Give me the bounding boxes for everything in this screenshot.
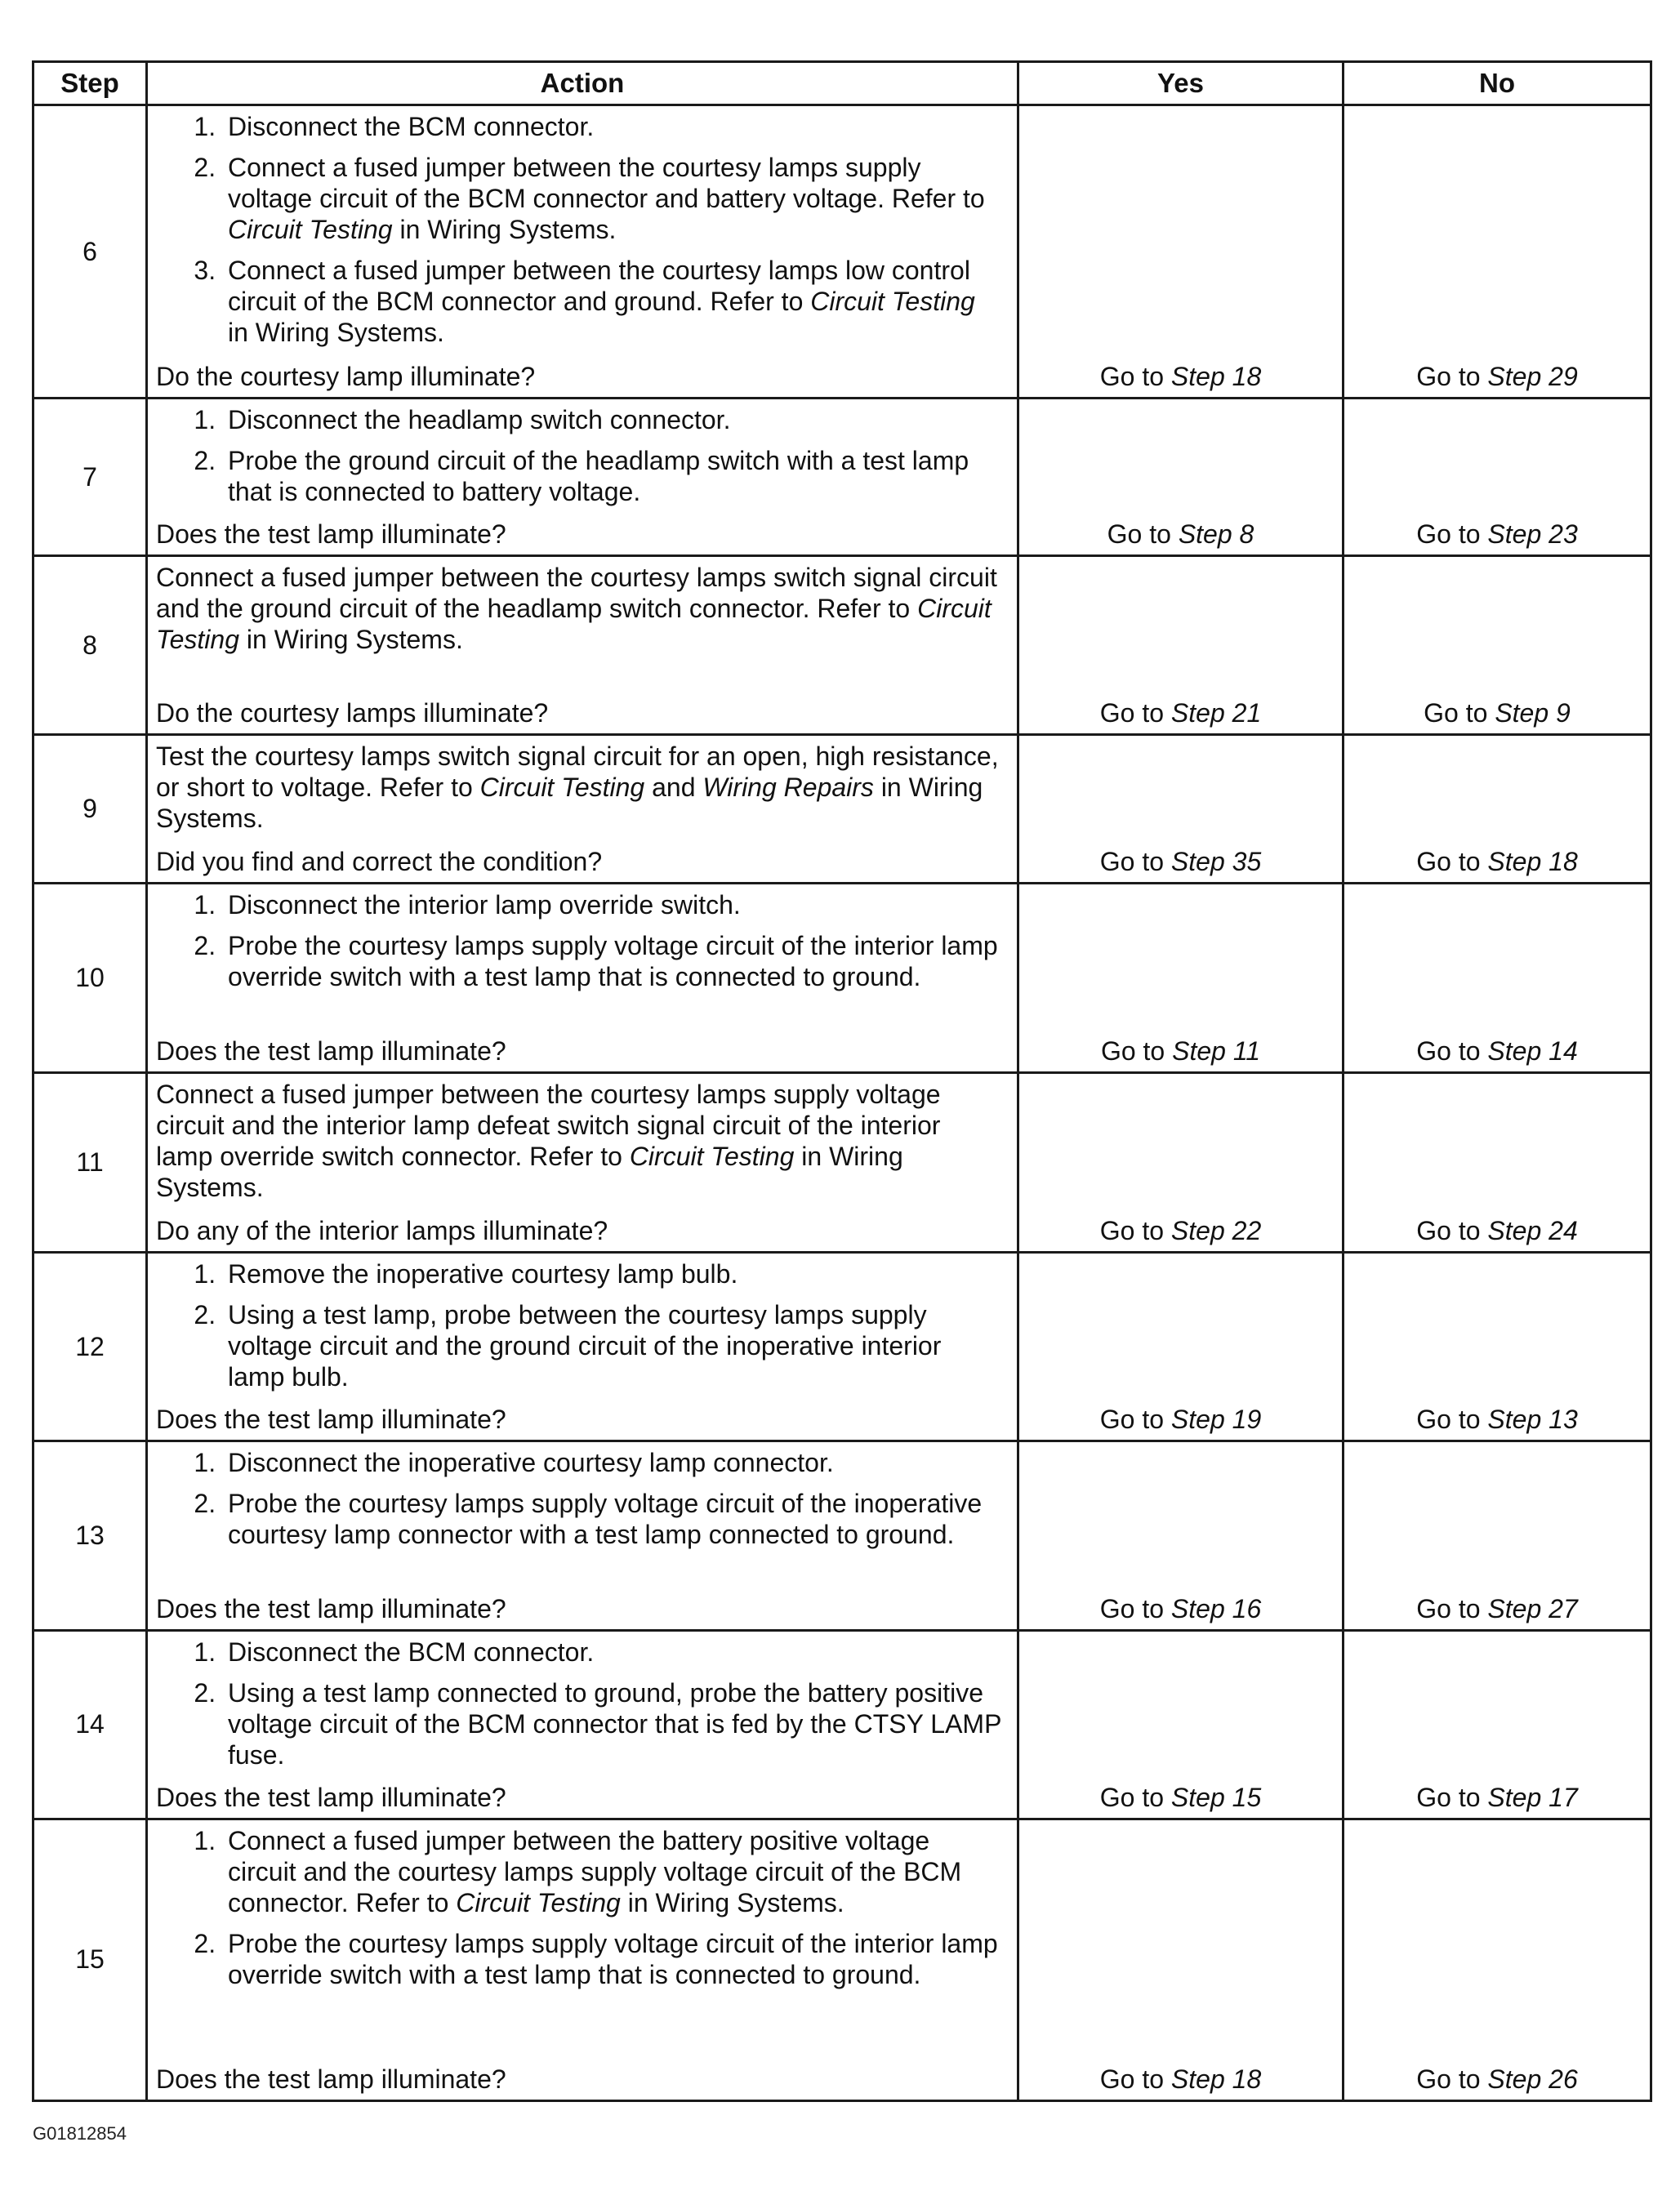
action-step-item (223, 152, 1002, 245)
step-number: 15 (33, 1819, 147, 2100)
yes-prefix: Go to (1099, 1782, 1171, 1812)
header-step: Step (33, 62, 147, 105)
action-text: Test the courtesy lamps switch signal circuit for an open, high resistance, or short to voltage. Refer to (156, 741, 999, 803)
action-cell (147, 556, 1018, 735)
no-step-link: Step 9 (1495, 698, 1571, 728)
table-row (33, 105, 1651, 399)
yes-prefix: Go to (1099, 362, 1171, 392)
action-step-item (223, 889, 1002, 920)
yes-cell (1018, 1252, 1344, 1441)
yes-step-link: Step 16 (1170, 1593, 1262, 1623)
action-text: Disconnect the inoperative courtesy lamp connector. (228, 1448, 834, 1478)
yes-cell (1018, 105, 1344, 399)
action-text: in Wiring Systems. (392, 215, 617, 244)
no-cell (1344, 1819, 1651, 2100)
table-row (33, 1072, 1651, 1252)
no-prefix: Go to (1416, 362, 1488, 392)
yes-prefix: Go to (1099, 847, 1171, 877)
action-step-item (223, 111, 1002, 142)
yes-cell (1018, 884, 1344, 1072)
reference-text: Circuit Testing (810, 287, 975, 316)
no-step-link: Step 24 (1487, 1215, 1578, 1245)
step-number: 7 (33, 399, 147, 556)
action-step-item (223, 1677, 1002, 1770)
no-prefix: Go to (1416, 519, 1488, 550)
action-text: Using a test lamp connected to ground, probe the battery positive voltage circuit of the BCM connector that is fed by the CTSY LAMP fuse. (228, 1677, 1001, 1770)
action-step-item (223, 255, 1002, 348)
action-question: Does the test lamp illuminate? (156, 1593, 506, 1623)
table-row (33, 884, 1651, 1072)
no-step-link: Step 17 (1487, 1782, 1578, 1812)
yes-step-link: Step 35 (1170, 847, 1262, 877)
no-prefix: Go to (1416, 2064, 1488, 2094)
yes-step-link: Step 18 (1170, 362, 1262, 392)
action-paragraph (156, 1079, 1002, 1203)
action-text: and (644, 773, 703, 803)
no-step-link: Step 26 (1487, 2064, 1578, 2094)
no-prefix: Go to (1416, 847, 1488, 877)
action-text: Connect a fused jumper between the battery positive voltage circuit and the courtesy lamps supply voltage circuit of the BCM connector. Refer to (228, 1825, 962, 1917)
yes-cell (1018, 1441, 1344, 1630)
action-steps-list (156, 889, 1002, 992)
yes-step-link: Step 8 (1178, 519, 1254, 550)
yes-prefix: Go to (1099, 698, 1171, 728)
step-number: 10 (33, 884, 147, 1072)
action-question: Does the test lamp illuminate? (156, 1782, 506, 1812)
no-step-link: Step 18 (1487, 847, 1578, 877)
no-prefix: Go to (1424, 698, 1495, 728)
action-cell (147, 884, 1018, 1072)
table-body (33, 105, 1651, 2101)
action-text: Connect a fused jumper between the courtesy lamps supply voltage circuit of the BCM connector and battery voltage. Refer to (228, 153, 985, 213)
action-steps-list (156, 1825, 1002, 1990)
no-step-link: Step 27 (1487, 1593, 1578, 1623)
reference-text: Circuit Testing (228, 215, 393, 244)
step-number: 8 (33, 556, 147, 735)
no-step-link: Step 14 (1487, 1035, 1578, 1066)
no-prefix: Go to (1416, 1215, 1488, 1245)
action-text: in Wiring Systems. (620, 1887, 844, 1917)
action-cell (147, 1630, 1018, 1819)
reference-text: Circuit Testing (156, 594, 992, 655)
yes-prefix: Go to (1099, 1405, 1171, 1435)
header-no: No (1344, 62, 1651, 105)
table-row (33, 399, 1651, 556)
no-prefix: Go to (1416, 1593, 1488, 1623)
table-row (33, 556, 1651, 735)
action-question: Does the test lamp illuminate? (156, 519, 506, 550)
yes-step-link: Step 22 (1170, 1215, 1262, 1245)
action-question: Does the test lamp illuminate? (156, 2064, 506, 2094)
reference-text: Circuit Testing (629, 1141, 795, 1171)
action-question: Did you find and correct the condition? (156, 847, 603, 877)
action-text: Probe the ground circuit of the headlamp switch with a test lamp that is connected to battery voltage. (228, 446, 969, 507)
action-question: Does the test lamp illuminate? (156, 1035, 506, 1066)
yes-step-link: Step 21 (1170, 698, 1262, 728)
action-text: in Wiring Systems. (156, 1141, 903, 1202)
reference-text: Wiring Repairs (702, 773, 874, 803)
action-text: Disconnect the BCM connector. (228, 1637, 595, 1667)
no-cell (1344, 1630, 1651, 1819)
diagnostic-table (32, 60, 1652, 2102)
yes-cell (1018, 1072, 1344, 1252)
step-number: 11 (33, 1072, 147, 1252)
table-row (33, 735, 1651, 884)
yes-prefix: Go to (1099, 2064, 1171, 2094)
table-row (33, 1819, 1651, 2100)
action-text: in Wiring Systems. (156, 773, 983, 834)
no-cell (1344, 1441, 1651, 1630)
no-cell (1344, 556, 1651, 735)
action-question: Does the test lamp illuminate? (156, 1405, 506, 1435)
action-paragraph (156, 741, 1002, 834)
action-paragraph (156, 562, 1002, 655)
no-cell (1344, 1252, 1651, 1441)
header-yes: Yes (1018, 62, 1344, 105)
action-step-item (223, 1637, 1002, 1668)
action-step-item (223, 404, 1002, 435)
action-question: Do the courtesy lamps illuminate? (156, 698, 549, 728)
no-cell (1344, 884, 1651, 1072)
yes-prefix: Go to (1099, 1593, 1171, 1623)
no-cell (1344, 1072, 1651, 1252)
yes-prefix: Go to (1107, 519, 1179, 550)
action-text: Disconnect the headlamp switch connector. (228, 405, 731, 435)
reference-text: Circuit Testing (456, 1887, 621, 1917)
action-text: Remove the inoperative courtesy lamp bulb. (228, 1258, 738, 1289)
action-step-item (223, 1299, 1002, 1392)
action-steps-list (156, 111, 1002, 348)
step-number: 9 (33, 735, 147, 884)
action-cell (147, 1819, 1018, 2100)
action-step-item (223, 930, 1002, 992)
no-prefix: Go to (1416, 1782, 1488, 1812)
action-steps-list (156, 404, 1002, 507)
action-step-item (223, 1825, 1002, 1918)
figure-id: G01812854 (33, 2123, 127, 2144)
action-cell (147, 735, 1018, 884)
action-cell (147, 1252, 1018, 1441)
action-text: Probe the courtesy lamps supply voltage circuit of the inoperative courtesy lamp connector with a test lamp connected to ground. (228, 1489, 983, 1550)
yes-cell (1018, 1819, 1344, 2100)
no-cell (1344, 105, 1651, 399)
reference-text: Circuit Testing (479, 773, 645, 803)
action-step-item (223, 1258, 1002, 1289)
step-number: 6 (33, 105, 147, 399)
yes-prefix: Go to (1099, 1215, 1171, 1245)
action-text: Disconnect the BCM connector. (228, 112, 595, 141)
action-cell (147, 399, 1018, 556)
table-header-row (33, 62, 1651, 105)
yes-cell (1018, 399, 1344, 556)
step-number: 13 (33, 1441, 147, 1630)
action-steps-list (156, 1637, 1002, 1770)
action-cell (147, 1072, 1018, 1252)
yes-cell (1018, 556, 1344, 735)
yes-prefix: Go to (1100, 1035, 1173, 1066)
yes-step-link: Step 19 (1170, 1405, 1262, 1435)
action-question: Do the courtesy lamp illuminate? (156, 362, 536, 392)
action-text: Probe the courtesy lamps supply voltage circuit of the interior lamp override switch with a test lamp that is connected to ground. (228, 1928, 998, 1989)
no-prefix: Go to (1416, 1405, 1488, 1435)
table-row (33, 1252, 1651, 1441)
no-step-link: Step 23 (1487, 519, 1578, 550)
action-text: in Wiring Systems. (239, 625, 463, 655)
header-action: Action (147, 62, 1018, 105)
step-number: 14 (33, 1630, 147, 1819)
action-steps-list (156, 1258, 1002, 1392)
table-row (33, 1630, 1651, 1819)
action-step-item (223, 445, 1002, 507)
yes-step-link: Step 11 (1172, 1035, 1261, 1066)
step-number: 12 (33, 1252, 147, 1441)
action-cell (147, 1441, 1018, 1630)
yes-cell (1018, 1630, 1344, 1819)
yes-step-link: Step 15 (1170, 1782, 1262, 1812)
action-text: in Wiring Systems. (228, 318, 444, 347)
action-text: Connect a fused jumper between the courtesy lamps switch signal circuit and the ground circuit of the headlamp switch connector. Refer to (156, 563, 997, 624)
action-steps-list (156, 1447, 1002, 1550)
action-cell (147, 105, 1018, 399)
action-question: Do any of the interior lamps illuminate? (156, 1215, 608, 1245)
action-step-item (223, 1488, 1002, 1550)
no-step-link: Step 29 (1487, 362, 1578, 392)
action-text: Connect a fused jumper between the courtesy lamps low control circuit of the BCM connector and ground. Refer to (228, 256, 970, 316)
action-step-item (223, 1447, 1002, 1478)
no-prefix: Go to (1416, 1035, 1488, 1066)
action-text: Probe the courtesy lamps supply voltage circuit of the interior lamp override switch with a test lamp that is connected to ground. (228, 931, 998, 992)
action-text: Connect a fused jumper between the courtesy lamps supply voltage circuit and the interior lamp defeat switch signal circuit of the interior lamp override switch connector. Refer to (156, 1079, 941, 1171)
action-text: Using a test lamp, probe between the courtesy lamps supply voltage circuit and the ground circuit of the inoperative interior lamp bulb. (228, 1299, 942, 1392)
action-step-item (223, 1928, 1002, 1990)
yes-cell (1018, 735, 1344, 884)
table-row (33, 1441, 1651, 1630)
no-step-link: Step 13 (1487, 1405, 1578, 1435)
action-text: Disconnect the interior lamp override switch. (228, 890, 741, 920)
yes-step-link: Step 18 (1170, 2064, 1262, 2094)
no-cell (1344, 735, 1651, 884)
no-cell (1344, 399, 1651, 556)
